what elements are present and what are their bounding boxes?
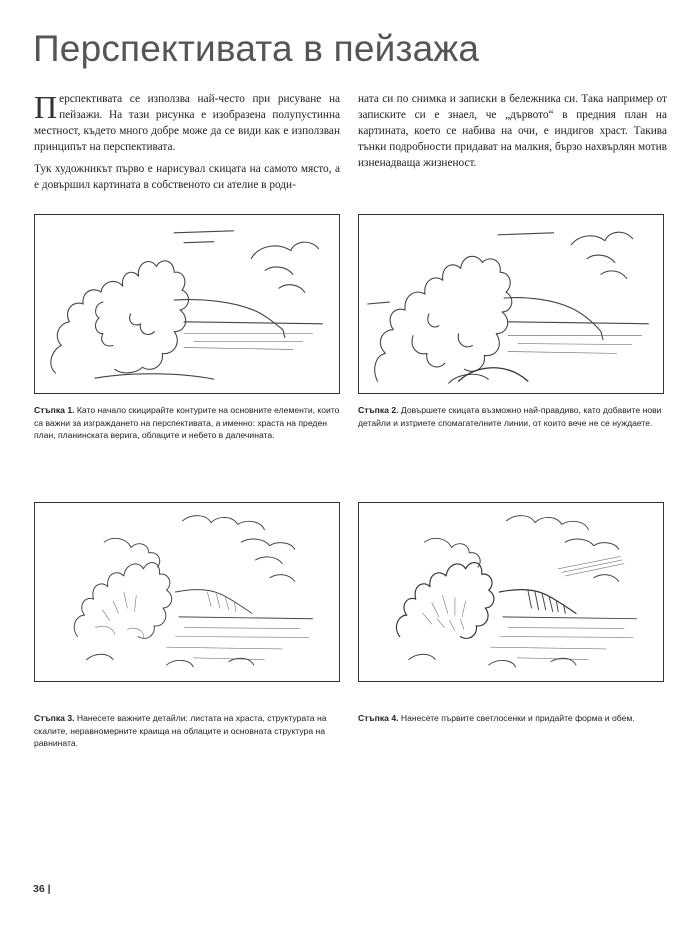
intro-left-column [34, 91, 340, 199]
step-1-caption [34, 404, 340, 442]
ground-line [95, 374, 214, 379]
step-4-text: Нанесете първите светлосенки и придайте форма и обем. [398, 713, 635, 723]
step-4-sketch [358, 502, 664, 682]
clouds [498, 232, 632, 278]
mountain-ridge [368, 298, 649, 340]
mountain-ridge [499, 590, 636, 619]
intro-right-column [358, 91, 667, 177]
step-3-caption [34, 712, 340, 750]
step-3-text: Нанесете важните детайли: листата на храста, структурата на скалите, неравномерните краища на облаците и основната структура на равнината. [34, 713, 327, 748]
bush-outline [375, 256, 512, 383]
clouds [507, 516, 624, 582]
intro-paragraph-1-text: ерспективата се използва най-често при рисуване на пейзажи. На тази рисунка е изобразена полупустинна местност, където много добре може да се види как е използван принципът на перспективата. [34, 93, 340, 153]
step-1-label: Стъпка 1. [34, 405, 75, 415]
step-4-drawing [359, 503, 663, 681]
step-2-text: Довършете скицата възможно най-правдиво, като добавите нови детайли и изтриете спомагателните линии, от които вече не се нуждаете. [358, 405, 662, 428]
drop-cap: П [34, 89, 58, 125]
horizon-lines [184, 334, 313, 350]
page-title: Перспективата в пейзажа [33, 28, 480, 69]
step-3-sketch [34, 502, 340, 682]
intro-paragraph-2: Тук художникът първо е нарисувал скицата на самото място, а е довършил картината в собственото си ателие в роди- [34, 163, 340, 191]
step-2-caption [358, 404, 664, 429]
page-number: 36 | [33, 883, 51, 895]
horizon-lines [508, 336, 642, 354]
step-2-label: Стъпка 2. [358, 405, 399, 415]
foreground-rocks [409, 654, 576, 666]
step-1-sketch [34, 214, 340, 394]
intro-paragraph-3: ната си по снимка и записки в бележника си. Така например от записките си е знаел, че „дървото“ в предния план на картината, което се набива на очи, е индигов храст. Такива тънки подробности придават на малкия, бързо нахвърлян мотив изненадваща жизненост. [358, 93, 667, 169]
step-3-drawing [35, 503, 339, 681]
step-2-sketch [358, 214, 664, 394]
foreground-rock [459, 368, 528, 381]
step-3-label: Стъпка 3. [34, 713, 75, 723]
plain-lines [491, 628, 633, 660]
plain-lines [167, 628, 309, 660]
intro-paragraph-1 [34, 91, 340, 155]
clouds [174, 231, 318, 292]
step-1-text: Като начало скицирайте контурите на основните елементи, които са важни за изграждането на перспективата, а именно: храста на преден план, планинската верига, облаците и небето в далечината. [34, 405, 340, 440]
step-4-label: Стъпка 4. [358, 713, 399, 723]
mountain-ridge [175, 590, 312, 619]
bush-foliage [74, 538, 171, 638]
mountain-ridge [174, 300, 322, 338]
step-4-caption [358, 712, 664, 725]
bush-foliage [396, 538, 493, 638]
foreground-rocks [86, 654, 253, 666]
step-2-drawing [359, 215, 663, 393]
bush-outline [51, 261, 189, 373]
clouds [183, 516, 295, 582]
step-1-drawing [35, 215, 339, 393]
